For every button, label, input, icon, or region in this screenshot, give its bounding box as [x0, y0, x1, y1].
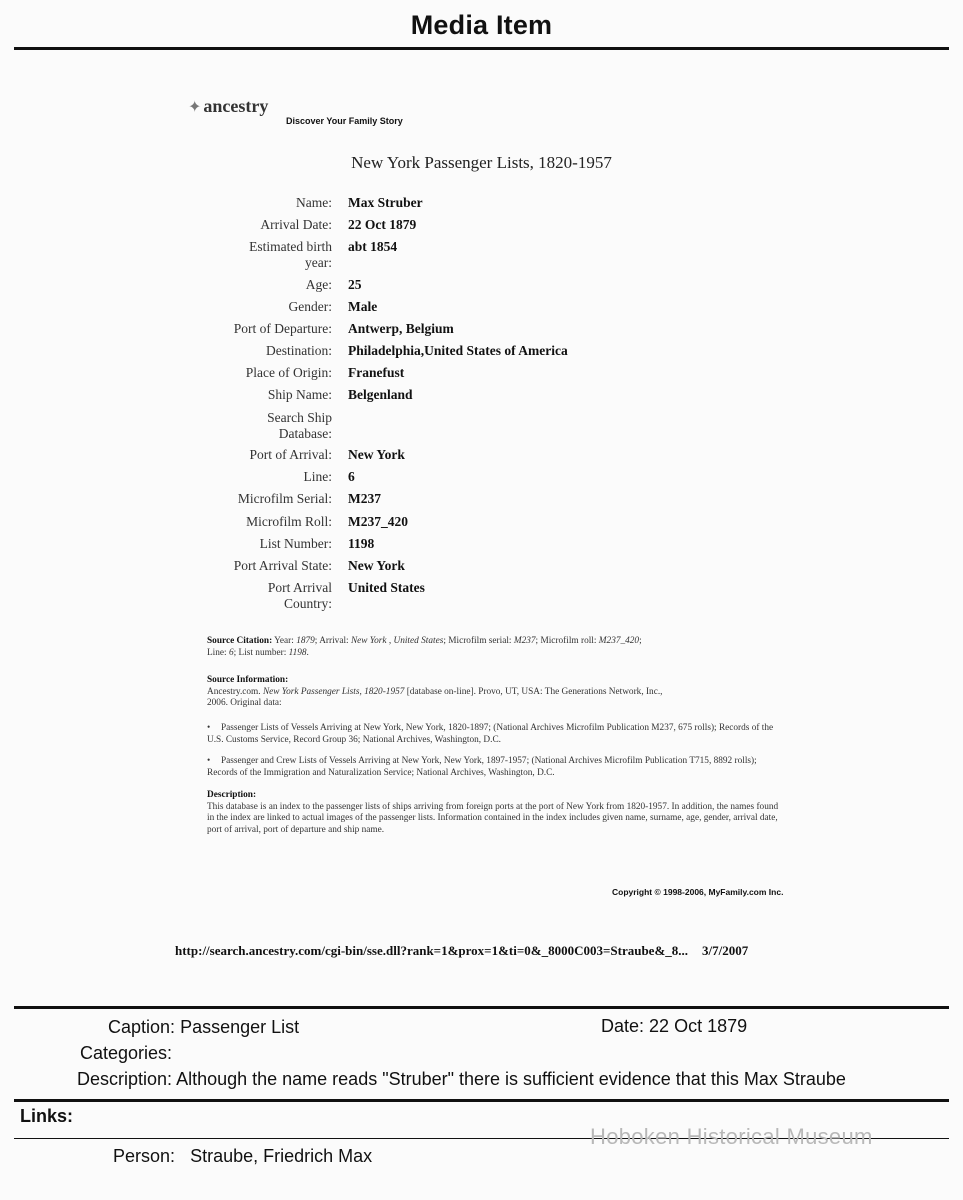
record-label: Search Ship — [267, 410, 332, 425]
person-link[interactable]: Straube, Friedrich Max — [190, 1146, 373, 1166]
date-field — [601, 1016, 747, 1037]
record-label-cont: Database: — [278, 426, 332, 441]
record-value: 6 — [348, 469, 355, 484]
description-label: Description: — [207, 790, 257, 800]
links-heading: Links: — [20, 1106, 74, 1126]
record-value: 1198 — [348, 536, 375, 551]
ancestry-logo — [188, 96, 268, 117]
record-value: Franefust — [348, 365, 405, 380]
caption-value: Passenger List — [180, 1017, 300, 1037]
source-citation-label: Source Citation: — [207, 636, 273, 646]
person-field — [113, 1146, 372, 1167]
categories-label: Categories: — [80, 1043, 173, 1063]
record-label: Port of Departure: — [233, 321, 332, 336]
logo-tagline: Discover Your Family Story — [286, 116, 403, 126]
record-label-cont: Country: — [283, 596, 332, 611]
print-date: 3/7/2007 — [702, 943, 749, 958]
record-label: Name: — [296, 195, 332, 210]
source-information: Source Information: Ancestry.com. New York Passenger Lists, 1820-1957 [database on-line]. Provo, UT, USA: The Generations Network, Inc., 2006. Original data: — [207, 675, 663, 708]
header-divider — [14, 47, 949, 50]
record-value: 25 — [348, 277, 362, 292]
record-value: Belgenland — [348, 387, 413, 402]
record-label-cont: year: — [305, 255, 332, 270]
record-value: abt 1854 — [348, 239, 398, 254]
record-label: List Number: — [259, 536, 332, 551]
links-divider — [14, 1099, 949, 1102]
record-label: Microfilm Serial: — [237, 491, 332, 506]
record-label: Place of Origin: — [245, 365, 332, 380]
record-value: New York — [348, 558, 405, 573]
source-citation: Source Citation: Year: 1879; Arrival: New York , United States; Microfilm serial: M237; Microfilm roll: M237_420; Line: 6; List number: 1198. — [207, 636, 642, 658]
record-value: Antwerp, Belgium — [348, 321, 454, 336]
caption-label: Caption: — [108, 1017, 176, 1037]
document-title: New York Passenger Lists, 1820-1957 — [351, 153, 612, 172]
record-label: Gender: — [288, 299, 332, 314]
bullet-icon: • — [207, 756, 211, 766]
source-url: http://search.ancestry.com/cgi-bin/sse.dll?rank=1&prox=1&ti=0&_8000C003=Straube&_8... — [175, 943, 689, 958]
print-url-line — [175, 943, 748, 959]
record-label: Estimated birth — [249, 239, 332, 254]
date-label: Date: — [601, 1016, 645, 1036]
record-value: 22 Oct 1879 — [348, 217, 417, 232]
description-field — [77, 1069, 846, 1090]
source-bullet: • Passenger and Crew Lists of Vessels Arriving at New York, New York, 1897-1957; (National Archives Microfilm Publication T715, 8892 rolls); Records of the Immigration and Naturalization Service; National Archives, Washington, D.C. — [207, 756, 757, 778]
record-label: Destination: — [266, 343, 332, 358]
record-label: Microfilm Roll: — [246, 514, 332, 529]
record-label: Ship Name: — [267, 387, 332, 402]
record-label: Port Arrival — [267, 580, 332, 595]
record-label: Port of Arrival: — [249, 447, 332, 462]
record-value: Philadelphia,United States of America — [348, 343, 568, 358]
record-label: Arrival Date: — [260, 217, 332, 232]
record-value: Male — [348, 299, 378, 314]
record-label: Line: — [303, 469, 332, 484]
description-value: Although the name reads "Struber" there is sufficient evidence that this Max Straube — [176, 1069, 846, 1089]
description-label: Description: — [77, 1069, 173, 1089]
person-label: Person: — [113, 1146, 176, 1166]
bullet-icon: • — [207, 723, 211, 733]
source-bullet: • Passenger Lists of Vessels Arriving at New York, New York, 1820-1897; (National Archives Microfilm Publication M237, 675 rolls); Records of the U.S. Customs Service, Record Group 36; National Archives, Washington, D.C. — [207, 723, 774, 745]
record-value: M237_420 — [348, 514, 408, 529]
date-value: 22 Oct 1879 — [649, 1016, 748, 1036]
logo-brand: ancestry — [203, 96, 269, 116]
record-label: Port Arrival State: — [233, 558, 332, 573]
page-title: Media Item — [410, 10, 553, 40]
footer-divider — [14, 1006, 949, 1009]
record-label: Age: — [305, 277, 332, 292]
museum-watermark: Hoboken Historical Museum — [590, 1124, 873, 1149]
record-value: Max Struber — [348, 195, 423, 210]
caption-field — [108, 1017, 299, 1038]
leaf-icon: ✦ — [188, 97, 202, 116]
record-value: United States — [348, 580, 425, 595]
record-value: New York — [348, 447, 405, 462]
record-value: M237 — [348, 491, 381, 506]
copyright-notice: Copyright © 1998-2006, MyFamily.com Inc. — [612, 887, 784, 897]
database-description: Description: This database is an index to the passenger lists of ships arriving from foreign ports at the port of New York from 1820-1957. In addition, the names found in the index are linked to actual images of the passenger lists. Information contained in the index includes given name, surname, age, gender, arrival date, port of arrival, port of departure and ship name. — [207, 790, 779, 835]
source-information-label: Source Information: — [207, 675, 289, 685]
